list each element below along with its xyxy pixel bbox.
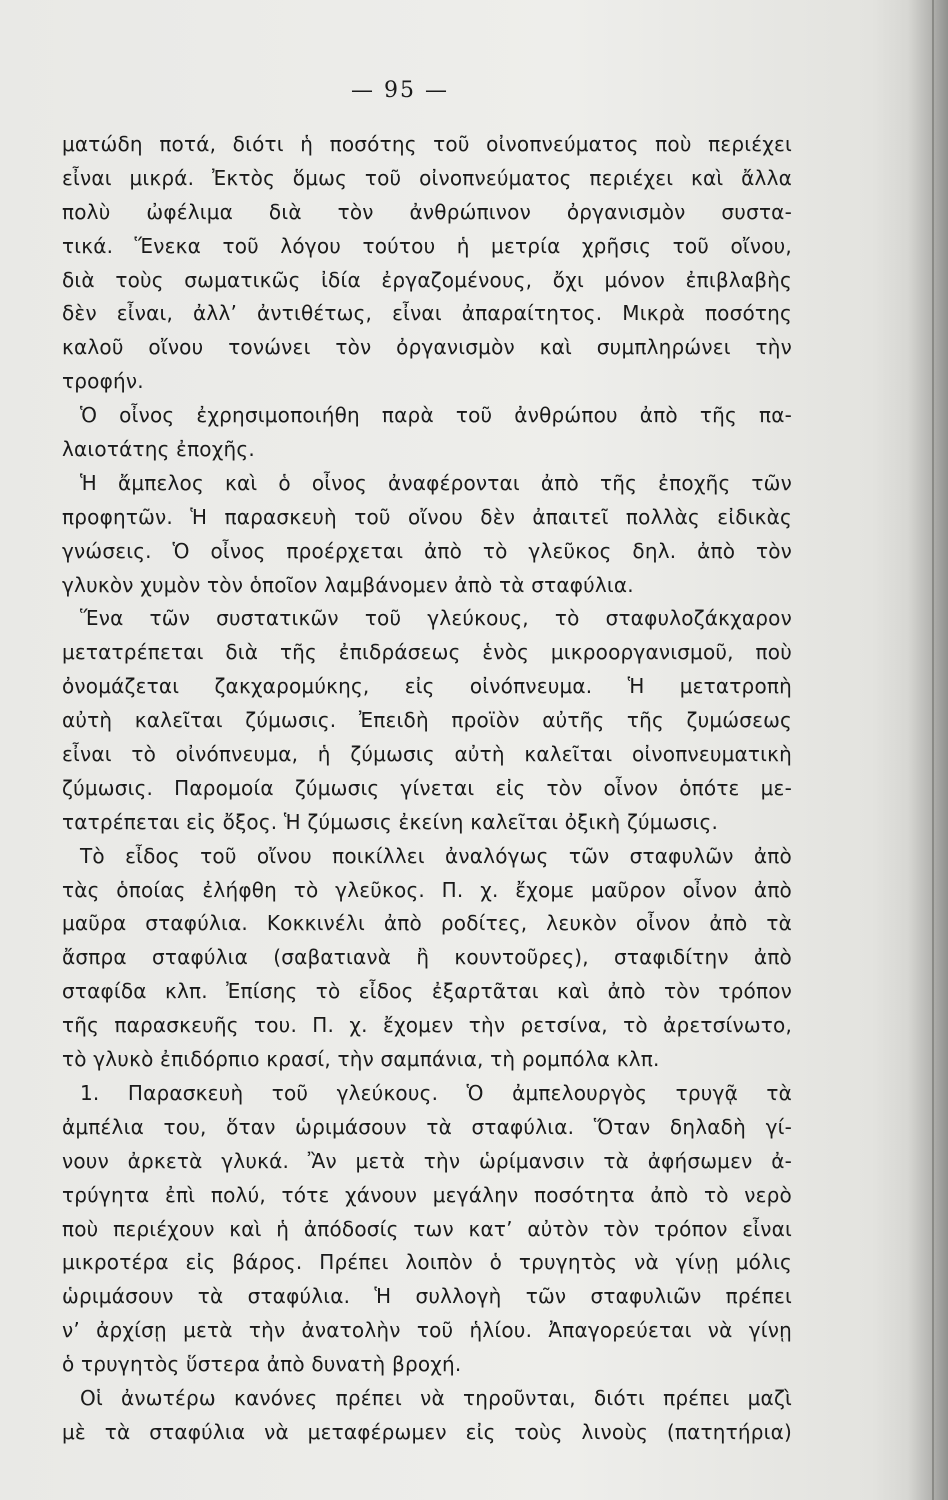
text-line: μικροτέρα εἰς βάρος. Πρέπει λοιπὸν ὁ τρυγητὸς νὰ γίνῃ μόλις [62, 1250, 792, 1275]
text-line: ν’ ἀρχίσῃ μετὰ τὴν ἀνατολὴν τοῦ ἡλίου. Ἀπαγορεύεται νὰ γίνῃ [62, 1318, 792, 1343]
text-line: μαῦρα σταφύλια. Κοκκινέλι ἀπὸ ροδίτες, λευκὸν οἶνον ἀπὸ τὰ [62, 911, 792, 936]
text-line: σταφίδα κλπ. Ἐπίσης τὸ εἶδος ἐξαρτᾶται καὶ ἀπὸ τὸν τρόπον [62, 979, 792, 1004]
text-line: τρύγητα ἐπὶ πολύ, τότε χάνουν μεγάλην ποσότητα ἀπὸ τὸ νερὸ [62, 1182, 792, 1207]
text-line: λαιοτάτης ἐποχῆς. [62, 437, 255, 462]
text-line: γλυκὸν χυμὸν τὸν ὁποῖον λαμβάνομεν ἀπὸ τὰ σταφύλια. [62, 572, 634, 597]
text-line: Ἕνα τῶν συστατικῶν τοῦ γλεύκους, τὸ σταφυλοζάκχαρον [80, 606, 792, 631]
text-line: ζύμωσις. Παρομοία ζύμωσις γίνεται εἰς τὸν οἶνον ὁπότε με- [62, 775, 792, 800]
text-line: πολὺ ὠφέλιμα διὰ τὸν ἀνθρώπινον ὀργανισμὸν συστα- [62, 199, 792, 224]
page-number: — 95 — [351, 78, 449, 103]
text-line: 1. Παρασκευὴ τοῦ γλεύκους. Ὁ ἀμπελουργὸς τρυγᾷ τὰ [80, 1080, 792, 1105]
text-line: δὲν εἶναι, ἀλλ’ ἀντιθέτως, εἶναι ἀπαραίτητος. Μικρὰ ποσότης [62, 301, 792, 326]
text-line: ὡριμάσουν τὰ σταφύλια. Ἡ συλλογὴ τῶν σταφυλιῶν πρέπει [62, 1284, 792, 1309]
text-line: Ὁ οἶνος ἐχρησιμοποιήθη παρὰ τοῦ ἀνθρώπου ἀπὸ τῆς πα- [80, 403, 792, 428]
page-gutter-shadow [908, 0, 948, 1500]
text-line: αὐτὴ καλεῖται ζύμωσις. Ἐπειδὴ προϊὸν αὐτῆς τῆς ζυμώσεως [62, 708, 792, 733]
text-line: Ἡ ἄμπελος καὶ ὁ οἶνος ἀναφέρονται ἀπὸ τῆς ἐποχῆς τῶν [80, 470, 792, 495]
text-line: μετατρέπεται διὰ τῆς ἐπιδράσεως ἑνὸς μικροοργανισμοῦ, ποὺ [62, 640, 792, 665]
text-line: τὸ γλυκὸ ἐπιδόρπιο κρασί, τὴν σαμπάνια, τὴ ρομπόλα κλπ. [62, 1047, 660, 1072]
book-spine-edge [932, 0, 934, 1500]
text-line: τικά. Ἕνεκα τοῦ λόγου τούτου ἡ μετρία χρῆσις τοῦ οἴνου, [62, 233, 792, 258]
text-line: τροφήν. [62, 369, 144, 394]
text-line: γνώσεις. Ὁ οἶνος προέρχεται ἀπὸ τὸ γλεῦκος δηλ. ἀπὸ τὸν [62, 538, 792, 563]
text-line: ἀμπέλια του, ὅταν ὡριμάσουν τὰ σταφύλια. Ὅταν δηλαδὴ γί- [62, 1114, 792, 1139]
text-line: ὁ τρυγητὸς ὕστερα ἀπὸ δυνατὴ βροχή. [62, 1352, 462, 1377]
body-text [62, 128, 792, 1450]
text-line: ἄσπρα σταφύλια (σαβατιανὰ ἢ κουντοῦρες), σταφιδίτην ἀπὸ [62, 945, 792, 970]
text-line: εἶναι τὸ οἰνόπνευμα, ἡ ζύμωσις αὐτὴ καλεῖται οἰνοπνευματικὴ [62, 742, 792, 767]
text-line: τατρέπεται εἰς ὄξος. Ἡ ζύμωσις ἐκείνη καλεῖται ὀξικὴ ζύμωσις. [62, 809, 719, 834]
text-line: διὰ τοὺς σωματικῶς ἰδία ἐργαζομένους, ὄχι μόνον ἐπιβλαβὴς [62, 267, 792, 292]
text-line: μὲ τὰ σταφύλια νὰ μεταφέρωμεν εἰς τοὺς λινοὺς (πατητήρια) [62, 1419, 792, 1444]
text-line: ὀνομάζεται ζακχαρομύκης, εἰς οἰνόπνευμα. Ἡ μετατροπὴ [62, 674, 792, 699]
text-line: καλοῦ οἴνου τονώνει τὸν ὀργανισμὸν καὶ συμπληρώνει τὴν [62, 335, 792, 360]
text-line: τὰς ὁποίας ἐλήφθη τὸ γλεῦκος. Π. χ. ἔχομε μαῦρον οἶνον ἀπὸ [62, 877, 792, 902]
text-line: ποὺ περιέχουν καὶ ἡ ἀπόδοσίς των κατ’ αὐτὸν τὸν τρόπον εἶναι [62, 1216, 792, 1241]
text-line: εἶναι μικρά. Ἐκτὸς ὅμως τοῦ οἰνοπνεύματος περιέχει καὶ ἄλλα [62, 165, 792, 190]
text-line: Τὸ εἶδος τοῦ οἴνου ποικίλλει ἀναλόγως τῶν σταφυλῶν ἀπὸ [80, 843, 792, 868]
text-line: νουν ἀρκετὰ γλυκά. Ἂν μετὰ τὴν ὡρίμανσιν τὰ ἀφήσωμεν ἀ- [62, 1148, 792, 1173]
text-line: τῆς παρασκευῆς του. Π. χ. ἔχομεν τὴν ρετσίνα, τὸ ἀρετσίνωτο, [62, 1013, 792, 1038]
text-line: προφητῶν. Ἡ παρασκευὴ τοῦ οἴνου δὲν ἀπαιτεῖ πολλὰς εἰδικὰς [62, 504, 792, 529]
text-line: ματώδη ποτά, διότι ἡ ποσότης τοῦ οἰνοπνεύματος ποὺ περιέχει [62, 132, 792, 156]
text-line: Οἱ ἀνωτέρω κανόνες πρέπει νὰ τηροῦνται, διότι πρέπει μαζὶ [80, 1385, 792, 1410]
